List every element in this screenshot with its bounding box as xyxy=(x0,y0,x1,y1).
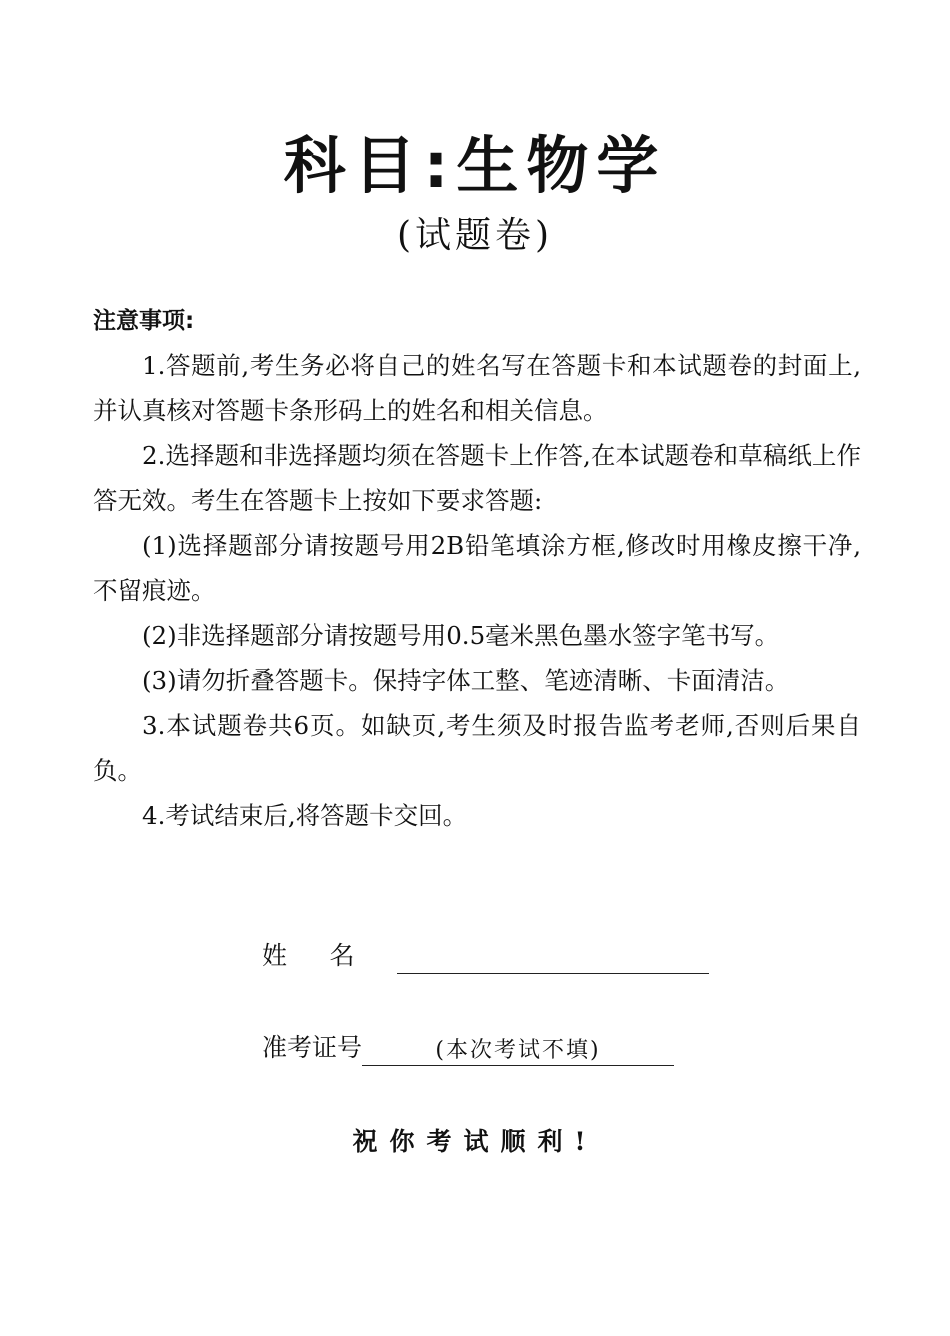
exam-id-label: 准考证号 xyxy=(262,1033,363,1062)
name-field-row xyxy=(262,938,709,974)
exam-id-field[interactable] xyxy=(362,1031,674,1066)
good-luck-message: 祝你考试顺利! xyxy=(352,1127,598,1156)
instructions-heading: 注意事项: xyxy=(93,308,195,334)
instruction-item-2: 2.选择题和非选择题均须在答题卡上作答,在本试题卷和草稿纸上作答无效。考生在答题卡上按如下要求答题: xyxy=(93,441,861,515)
instructions-section xyxy=(93,305,861,838)
exam-id-field-row xyxy=(262,1030,674,1066)
name-field[interactable] xyxy=(397,939,709,974)
instruction-item-2-3: (3)请勿折叠答题卡。保持字体工整、笔迹清晰、卡面清洁。 xyxy=(142,666,790,695)
exam-paper-subtitle: (试题卷) xyxy=(396,215,554,256)
instruction-item-2-1: (1)选择题部分请按题号用2B铅笔填涂方框,修改时用橡皮擦干净,不留痕迹。 xyxy=(93,531,861,605)
exam-subject-title: 科目:生物学 xyxy=(283,129,667,202)
instruction-item-3: 3.本试题卷共6页。如缺页,考生须及时报告监考老师,否则后果自负。 xyxy=(93,711,861,785)
instruction-item-2-2: (2)非选择题部分请按题号用0.5毫米黑色墨水签字笔书写。 xyxy=(142,621,780,650)
exam-id-hint: (本次考试不填) xyxy=(435,1038,601,1063)
instruction-item-1: 1.答题前,考生务必将自己的姓名写在答题卡和本试题卷的封面上,并认真核对答题卡条形码上的姓名和相关信息。 xyxy=(93,351,861,425)
name-label: 姓名 xyxy=(262,941,398,970)
instruction-item-4: 4.考试结束后,将答题卡交回。 xyxy=(142,801,468,830)
